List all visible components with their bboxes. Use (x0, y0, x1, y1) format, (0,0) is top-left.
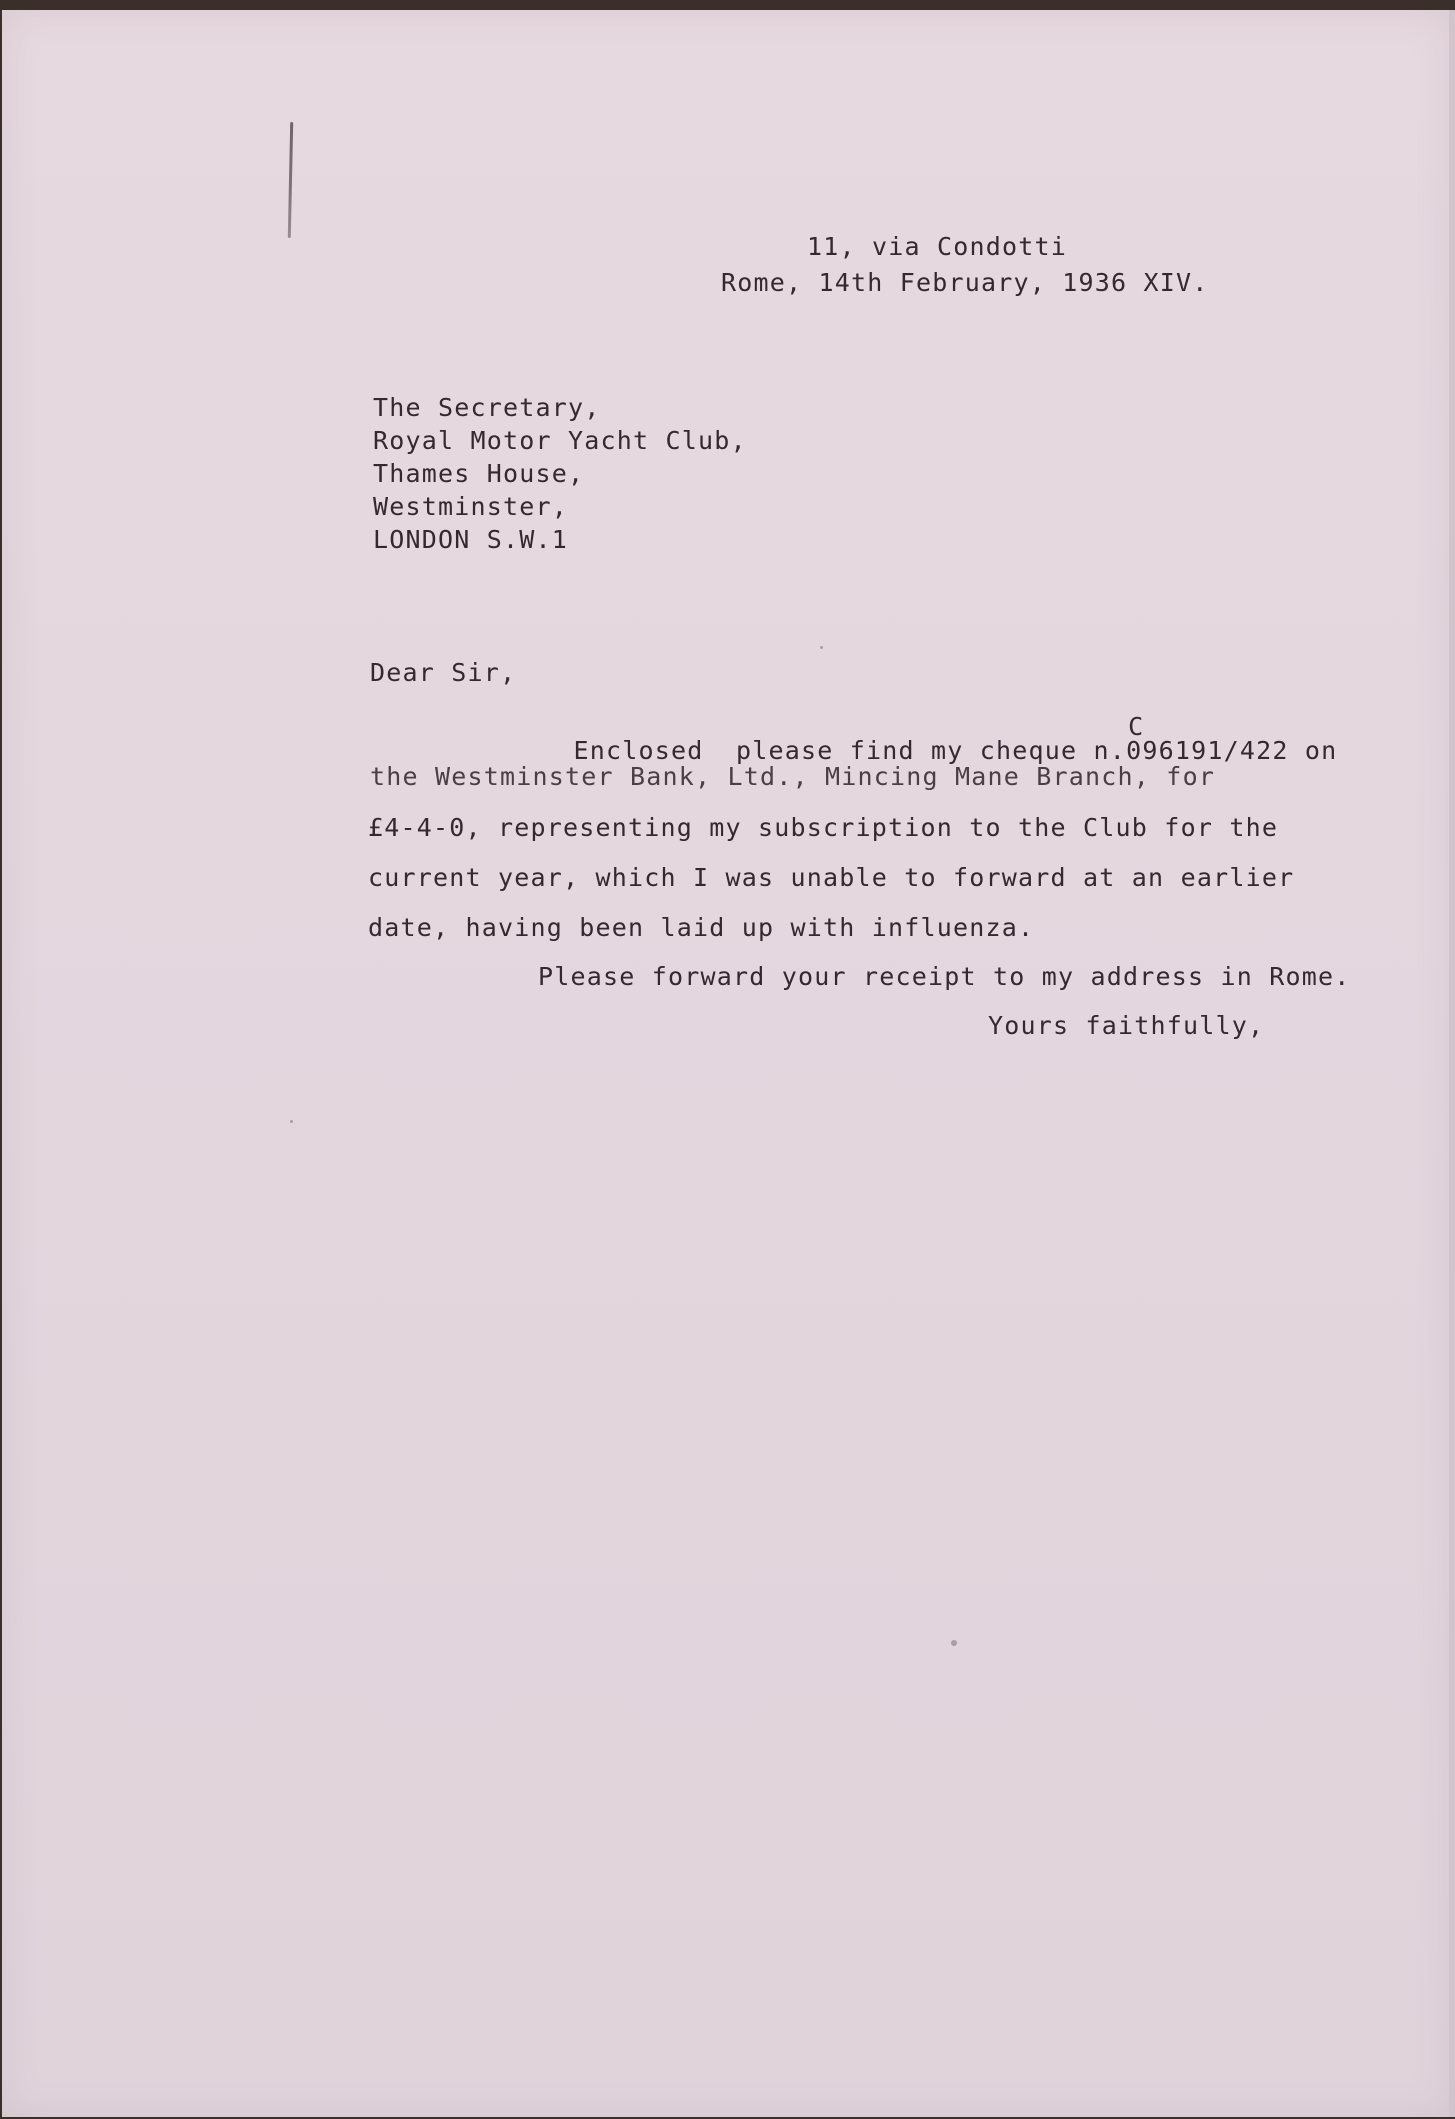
recipient-line-1: The Secretary, (373, 393, 601, 422)
cheque-number-text: 096191/422 (1126, 736, 1289, 765)
body-line-1 (541, 713, 1337, 763)
paper-edge (1449, 10, 1455, 2117)
body-line-4: current year, which I was unable to forward at an earlier (368, 863, 1295, 892)
paper-speck (820, 646, 823, 649)
letter-page (2, 10, 1452, 2117)
body-line-1-suffix: on (1288, 736, 1338, 765)
closing: Yours faithfully, (988, 1011, 1265, 1040)
cheque-correction: C (1128, 712, 1145, 741)
paper-speck (951, 1640, 957, 1646)
salutation: Dear Sir, (370, 658, 517, 687)
paper-speck (290, 1120, 293, 1123)
recipient-line-3: Thames House, (373, 459, 585, 488)
cheque-number (1126, 712, 1289, 765)
body-line-6: Please forward your receipt to my address in Rome. (538, 962, 1351, 991)
sender-address-line-1: 11, via Condotti (807, 232, 1068, 261)
sender-address-date: Rome, 14th February, 1936 XIV. (721, 268, 1209, 297)
body-line-1-prefix: Enclosed please find my cheque n. (573, 736, 1127, 765)
recipient-line-4: Westminster, (373, 492, 569, 521)
body-line-5: date, having been laid up with influenza. (368, 913, 1035, 942)
recipient-line-2: Royal Motor Yacht Club, (373, 426, 747, 455)
recipient-line-5: LONDON S.W.1 (373, 525, 569, 554)
body-line-2: the Westminster Bank, Ltd., Mincing Mane Branch, for (370, 762, 1216, 791)
body-line-3: £4-4-0, representing my subscription to the Club for the (368, 813, 1279, 842)
